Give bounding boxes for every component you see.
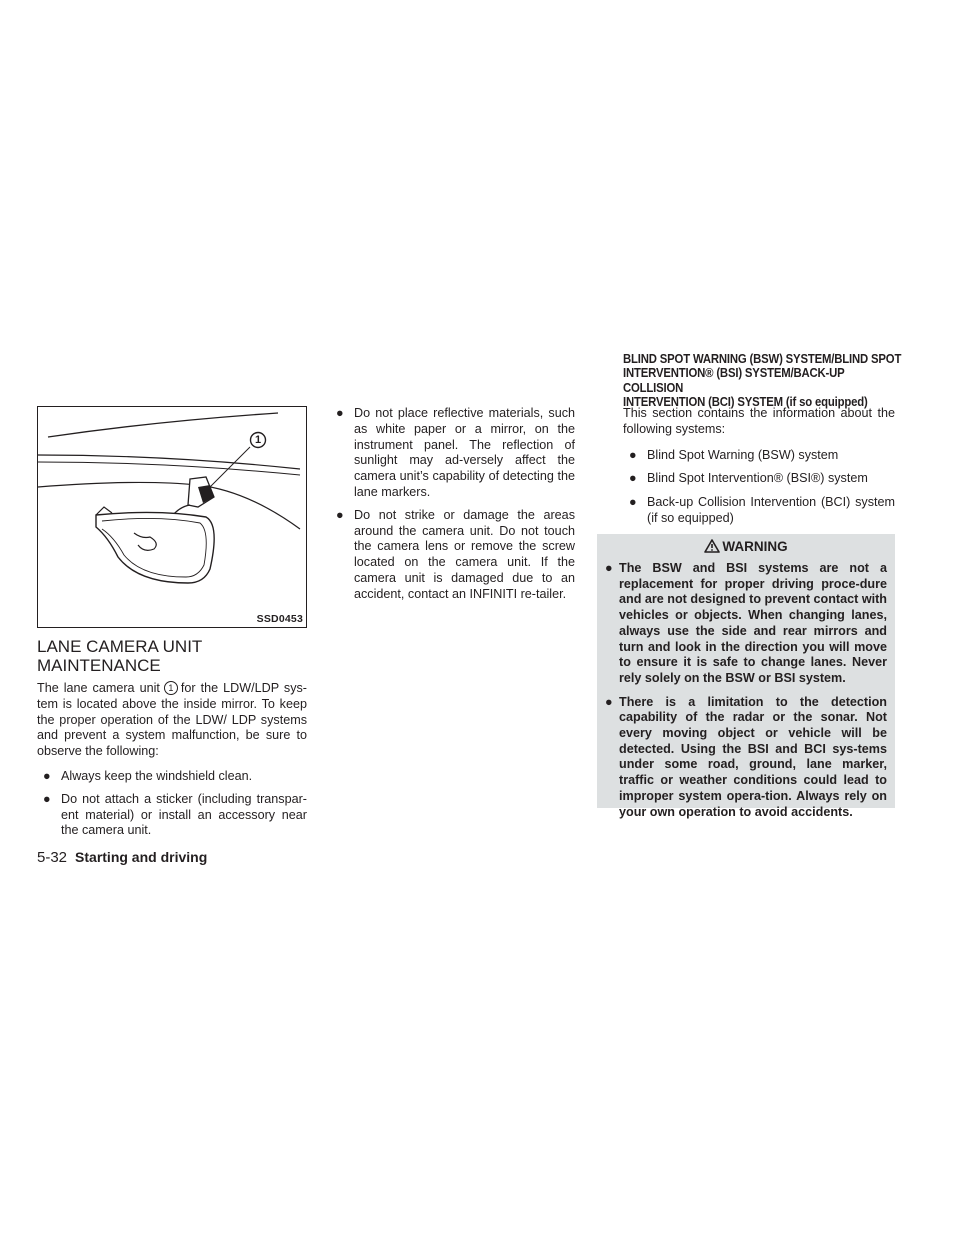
figure-label: SSD0453 [256, 613, 303, 625]
list-item [37, 792, 307, 839]
callout-number: 1 [254, 434, 262, 446]
bullet-text: Do not place reflective materials, such as white paper or a mirror, on the instrument panel. The reflection of sunlight may ad-versely affect the camera unit’s capability of detecting the lane markers. [354, 406, 575, 499]
title-line-2: MAINTENANCE [37, 656, 161, 675]
list-item [623, 495, 895, 527]
section-title-lane-camera [37, 637, 202, 675]
title-line-3: INTERVENTION (BCI) SYSTEM (if so equipped) [623, 393, 868, 409]
footer-section-title: Starting and driving [75, 849, 208, 865]
list-item [37, 769, 307, 785]
figure-lane-camera [37, 406, 307, 628]
intro-text-after: for the LDW/LDP sys-tem is located above the inside mirror. To keep the proper operation of the LDW/ LDP systems and prevent a system malfunction, be sure to observe the following: [37, 681, 308, 759]
bsw-section-body [623, 406, 895, 534]
warning-item [597, 695, 895, 821]
warning-text: The BSW and BSI systems are not a replacement for proper driving proce-dure and are not designed to prevent contact with vehicles or objects. When changing lanes, always use the side and rear mirrors and turn and look in the direction you will move to ensure it is safe to change lanes. Never rely solely on the BSW or BSI system. [619, 561, 887, 685]
list-item [330, 508, 575, 603]
lane-section-body-continued [330, 406, 575, 610]
bullet-text: Do not attach a sticker (including transpar-ent material) or install an accessory near the camera unit. [61, 791, 307, 838]
title-line-1: LANE CAMERA UNIT [37, 637, 203, 656]
list-item [623, 448, 895, 464]
bullet-icon: ● [43, 768, 51, 783]
bullet-text: Blind Spot Intervention® (BSI®) system [647, 471, 868, 486]
bullet-icon: ● [605, 561, 613, 575]
bullet-icon: ● [629, 471, 637, 486]
bullet-icon: ● [605, 694, 613, 709]
callout-marker: 1 [164, 681, 178, 695]
bullet-icon: ● [629, 447, 637, 462]
list-item [330, 406, 575, 501]
bullet-icon: ● [629, 495, 637, 510]
bullet-icon: ● [336, 507, 344, 522]
warning-header [597, 534, 895, 561]
warning-box [597, 534, 895, 819]
bullet-text: Back-up Collision Intervention (BCI) system (if so equipped) [647, 495, 895, 525]
warning-text: There is a limitation to the detection capability of the radar or the sonar. Not every moving object or vehicle will be detected. Using the BSI and BCI sys-tems under some road, ground, lane marker, traffic or weather conditions could lead to improper system opera-tion. Always rely on your own operation to avoid accidents. [619, 694, 887, 819]
title-line-2: INTERVENTION® (BSI) SYSTEM/BACK-UP COLLISION [623, 365, 845, 395]
warning-triangle-icon [704, 539, 720, 553]
warning-item [597, 561, 895, 687]
bullet-icon: ● [336, 406, 344, 420]
bullet-icon: ● [43, 791, 51, 806]
lane-section-body [37, 681, 307, 846]
warning-title: WARNING [722, 539, 788, 554]
bullet-text: Blind Spot Warning (BSW) system [647, 447, 839, 462]
camera-illustration [38, 407, 306, 627]
title-line-1: BLIND SPOT WARNING (BSW) SYSTEM/BLIND SPOT [623, 351, 902, 366]
list-item [623, 471, 895, 487]
page-number: 5-32 [37, 849, 68, 866]
intro-text-before: The lane camera unit [37, 681, 160, 695]
bsw-intro-paragraph: This section contains the information about the following systems: [623, 406, 895, 436]
bullet-text: Always keep the windshield clean. [61, 768, 253, 783]
section-title-bsw [623, 352, 907, 409]
bullet-text: Do not strike or damage the areas around the camera unit. Do not touch the camera lens or remove the screw located on the camera unit. If the camera unit is damaged due to an accident, contact an INFINITI re-tailer. [354, 507, 575, 601]
lane-intro-paragraph [37, 681, 307, 760]
page-footer [37, 849, 207, 867]
